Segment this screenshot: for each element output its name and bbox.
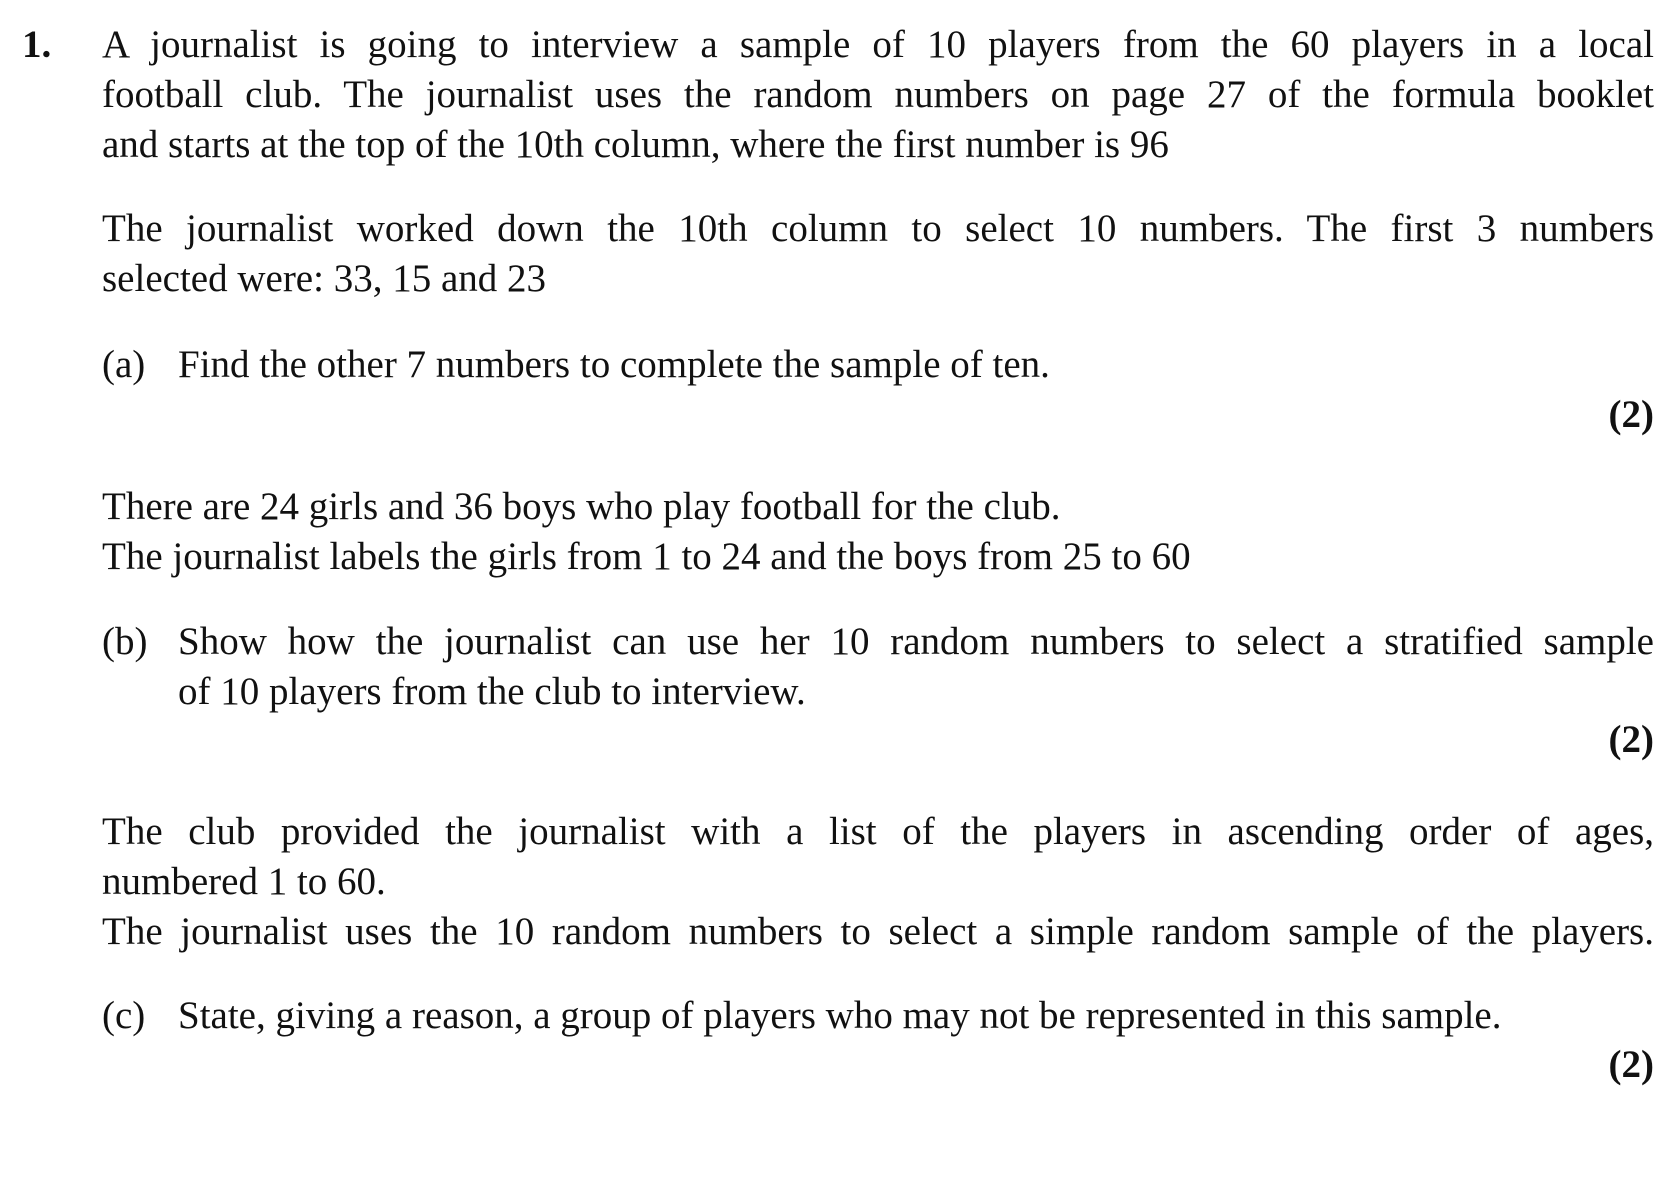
list-info-line: The club provided the journalist with a list of the players in ascending order of ages, [102,810,1654,853]
club-info-line: The journalist labels the girls from 1 to 24 and the boys from 25 to 60 [102,535,1191,578]
part-b-marks: (2) [1608,718,1654,761]
intro-paragraph [102,20,1654,170]
part-c-text: State, giving a reason, a group of players who may not be represented in this sample. [178,994,1502,1037]
worked-line: selected were: 33, 15 and 23 [102,257,547,300]
part-c-label: (c) [102,994,146,1037]
part-a [102,340,1654,390]
part-b-line: of 10 players from the club to interview. [178,670,806,713]
intro-line: and starts at the top of the 10th column, where the first number is 96 [102,123,1169,166]
question-number: 1. [22,23,52,66]
part-c-marks: (2) [1608,1043,1654,1086]
intro-line: A journalist is going to interview a sample of 10 players from the 60 players in a local [102,23,1654,66]
worked-paragraph [102,204,1654,304]
intro-line: football club. The journalist uses the random numbers on page 27 of the formula booklet [102,73,1654,116]
part-b [102,617,1654,717]
part-a-marks: (2) [1608,393,1654,436]
club-info-line: There are 24 girls and 36 boys who play football for the club. [102,485,1061,528]
list-info-paragraph [102,807,1654,957]
list-info-line: The journalist uses the 10 random numbers to select a simple random sample of the players. [102,910,1654,953]
part-b-label: (b) [102,620,148,663]
part-b-text [178,617,1654,717]
part-c [102,991,1654,1041]
part-a-label: (a) [102,343,146,386]
club-info-paragraph [102,482,1654,582]
worked-line: The journalist worked down the 10th column to select 10 numbers. The first 3 numbers [102,207,1654,250]
part-b-line: Show how the journalist can use her 10 random numbers to select a stratified sample [178,620,1654,663]
list-info-line: numbered 1 to 60. [102,860,386,903]
part-a-text: Find the other 7 numbers to complete the sample of ten. [178,343,1050,386]
